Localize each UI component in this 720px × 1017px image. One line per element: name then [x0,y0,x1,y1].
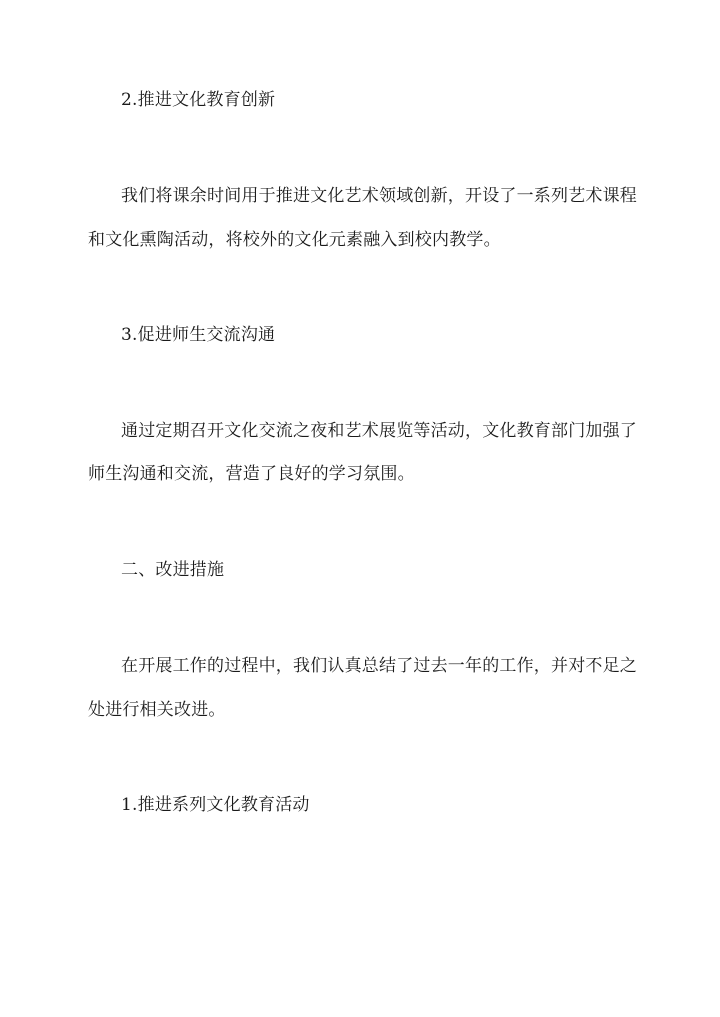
section-2-paragraph-line-1: 我们将课余时间用于推进文化艺术领域创新，开设了一系列艺术课程 [121,186,637,206]
section-2-paragraph-line-2: 和文化熏陶活动，将校外的文化元素融入到校内教学。 [88,230,501,250]
part-2-heading: 二、改进措施 [121,560,225,580]
section-3-paragraph-line-1: 通过定期召开文化交流之夜和艺术展览等活动，文化教育部门加强了 [121,421,637,441]
part-2-paragraph-line-2: 处进行相关改进。 [88,700,226,720]
part-2-paragraph-line-1: 在开展工作的过程中，我们认真总结了过去一年的工作，并对不足之 [121,656,637,676]
section-3-paragraph-line-2: 师生沟通和交流，营造了良好的学习氛围。 [88,464,415,484]
item-1-heading: 1.推进系列文化教育活动 [121,795,310,815]
section-3-heading: 3.促进师生交流沟通 [121,325,276,345]
section-2-heading: 2.推进文化教育创新 [121,90,276,110]
